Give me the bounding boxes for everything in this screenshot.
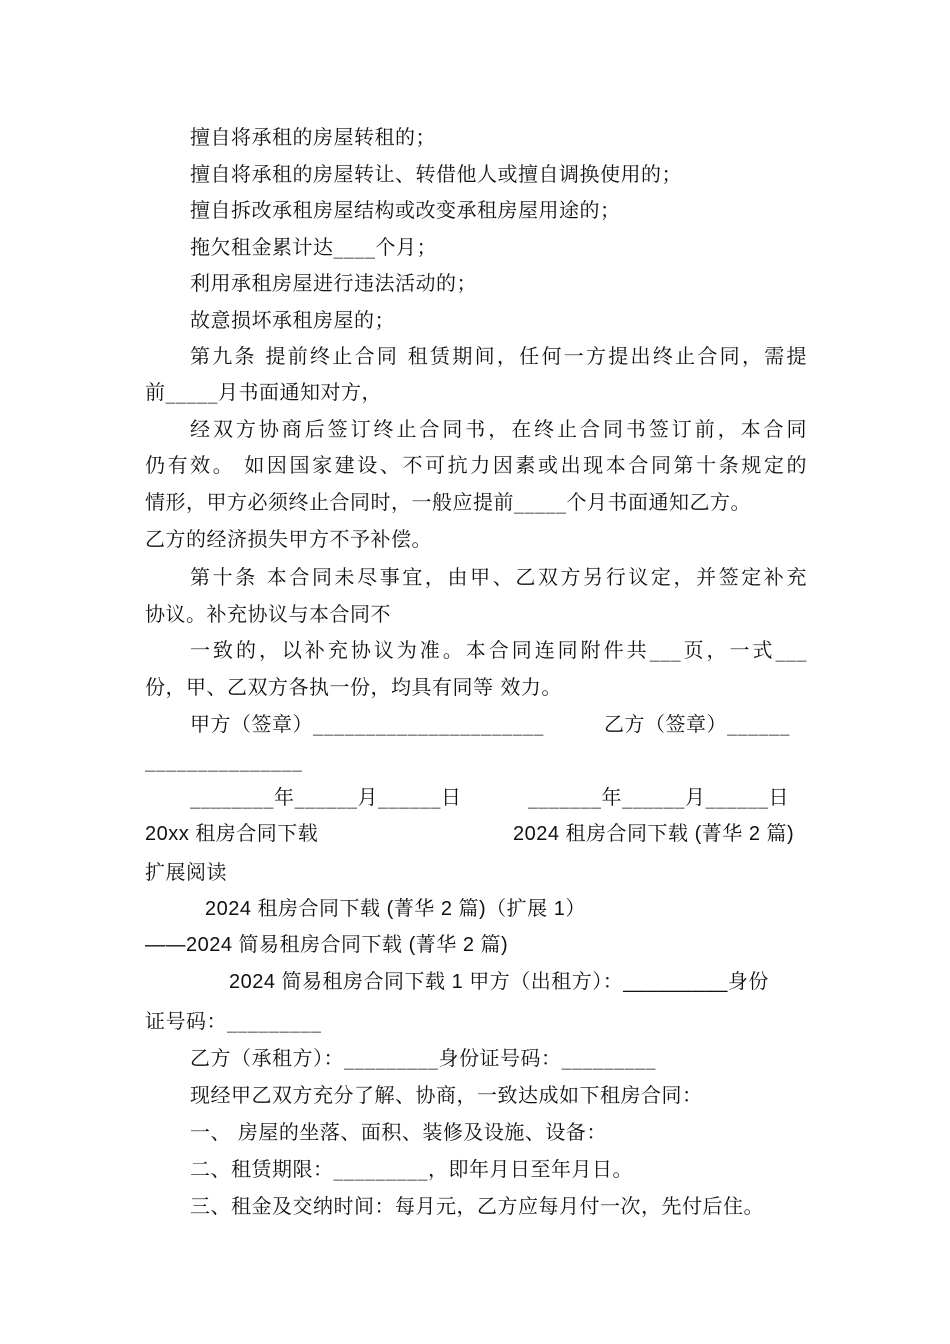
date-a: ________年______月______日 (190, 785, 462, 809)
clause-line: 擅自将承租的房屋转租的； (190, 125, 436, 149)
extended-heading: 2024 租房合同下载 (菁华 2 篇)（扩展 1） (205, 898, 586, 920)
clause-line: 故意损坏承租房屋的； (190, 308, 395, 332)
contract2-line: 2024 简易租房合同下载 1 甲方（出租方）：_________身份 (229, 971, 769, 993)
right-title: 2024 租房合同下载 (菁华 2 篇) (513, 823, 795, 845)
party-b-signature-continued: _______________ (145, 748, 303, 772)
article-9-line: 第九条 提前终止合同 租赁期间，任何一方提出终止合同，需提 (190, 344, 807, 368)
clause-line: 利用承租房屋进行违法活动的； (190, 271, 477, 295)
clause-line: 拖欠租金累计达____个月； (190, 235, 437, 259)
article-10-line: 第十条 本合同未尽事宜，由甲、乙双方另行议定，并签定补充 (190, 565, 807, 589)
paragraph-line: 仍有效。 如因国家建设、不可抗力因素或出现本合同第十条规定的 (145, 453, 807, 477)
contract2-line: 证号码：_________ (145, 1009, 322, 1033)
paragraph-line: 份，甲、乙双方各执一份，均具有同等 效力。 (145, 675, 562, 699)
contract2-line: 一、 房屋的坐落、面积、装修及设施、设备： (190, 1120, 607, 1144)
contract2-line: 二、租赁期限：_________，即年月日至年月日。 (190, 1157, 633, 1181)
paragraph-line: 情形，甲方必须终止合同时，一般应提前_____个月书面通知乙方。 (145, 490, 751, 514)
clause-line: 擅自拆改承租房屋结构或改变承租房屋用途的； (190, 198, 621, 222)
clause-line: 擅自将承租的房屋转让、转借他人或擅自调换使用的； (190, 162, 682, 186)
party-b-signature: 乙方（签章）______ (604, 712, 790, 736)
paragraph-line: 一致的，以补充协议为准。本合同连同附件共___页，一式___ (190, 638, 807, 662)
date-b: _______年______月______日 (528, 785, 789, 809)
paragraph-line: 乙方的经济损失甲方不予补偿。 (145, 527, 432, 551)
party-a-signature: 甲方（签章）______________________ (190, 712, 544, 736)
extended-subheading: ——2024 简易租房合同下载 (菁华 2 篇) (145, 934, 509, 956)
contract2-line: 三、租金及交纳时间：每月元，乙方应每月付一次，先付后住。 (190, 1194, 764, 1218)
extended-reading-label: 扩展阅读 (145, 860, 227, 884)
article-10-line: 协议。补充协议与本合同不 (145, 602, 391, 626)
paragraph-line: 经双方协商后签订终止合同书，在终止合同书签订前，本合同 (190, 417, 807, 441)
article-9-line: 前_____月书面通知对方， (145, 380, 382, 404)
contract2-line: 乙方（承租方）：_________身份证号码：_________ (190, 1046, 656, 1070)
left-title: 20xx 租房合同下载 (145, 823, 319, 845)
contract2-line: 现经甲乙双方充分了解、协商，一致达成如下租房合同： (190, 1083, 703, 1107)
